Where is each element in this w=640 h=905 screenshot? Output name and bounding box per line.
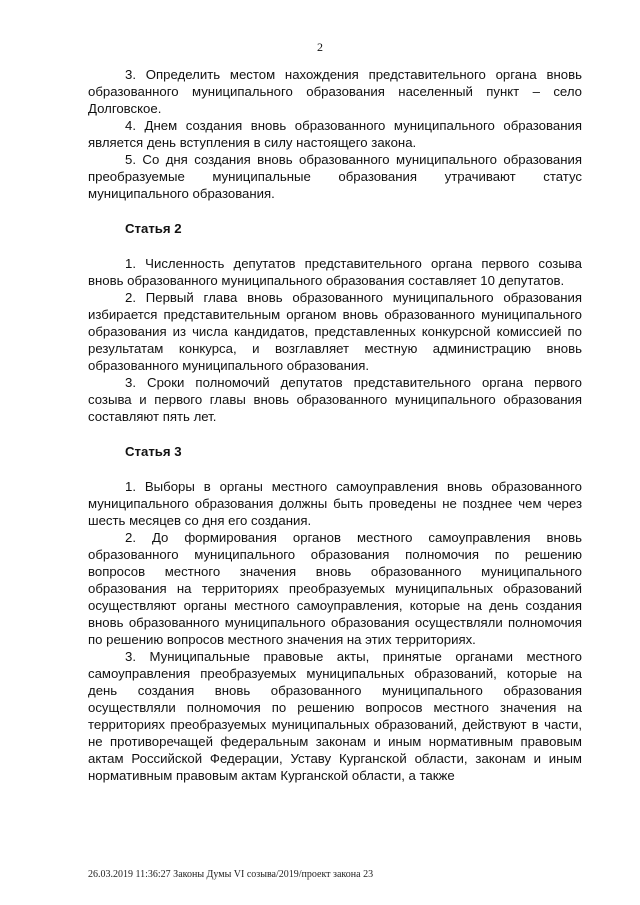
page-number: 2 bbox=[317, 40, 323, 54]
paragraph: 1. Выборы в органы местного самоуправления вновь образованного муниципального образования должны быть проведены не позднее чем через шесть месяцев со дня его создания. bbox=[88, 479, 582, 528]
paragraph: 2. До формирования органов местного самоуправления вновь образованного муниципального образования полномочия по решению вопросов местного значения вновь образованного муниципального образования на территориях преобразуемых муниципальных образований осуществляют органы местного самоуправления, которые на день создания вновь образованного муниципального образования осуществляли полномочия по решению вопросов местного значения на этих территориях. bbox=[88, 530, 582, 647]
paragraph: 4. Днем создания вновь образованного муниципального образования является день вступления в силу настоящего закона. bbox=[88, 118, 582, 150]
document-footer: 26.03.2019 11:36:27 Законы Думы VI созыва/2019/проект закона 23 bbox=[88, 869, 374, 880]
paragraph: 3. Муниципальные правовые акты, принятые органами местного самоуправления преобразуемых муниципальных образований, которые на день создания вновь образованного муниципального образования осуществляли полномочия по решению вопросов местного значения на территориях преобразуемых муниципальных образований, действуют в части, не противоречащей федеральным законам и иным нормативным правовым актам Российской Федерации, Уставу Курганской области, законам и иным нормативным правовым актам Курганской области, а также bbox=[88, 649, 582, 783]
article-heading: Статья 3 bbox=[125, 444, 182, 459]
paragraph: 5. Со дня создания вновь образованного муниципального образования преобразуемые муниципальные образования утрачивают статус муниципального образования. bbox=[88, 152, 582, 201]
paragraph: 3. Сроки полномочий депутатов представительного органа первого созыва и первого главы вновь образованного муниципального образования составляют пять лет. bbox=[88, 375, 582, 424]
article-heading: Статья 2 bbox=[125, 221, 182, 236]
paragraph: 3. Определить местом нахождения представительного органа вновь образованного муниципального образования населенный пункт – село Долговское. bbox=[88, 67, 582, 116]
paragraph: 2. Первый глава вновь образованного муниципального образования избирается представительным органом вновь образованного муниципального образования из числа кандидатов, представленных конкурсной комиссией по результатам конкурса, и возглавляет местную администрацию вновь образованного муниципального образования. bbox=[88, 290, 582, 373]
document-body bbox=[88, 66, 582, 784]
paragraph: 1. Численность депутатов представительного органа первого созыва вновь образованного муниципального образования составляет 10 депутатов. bbox=[88, 256, 582, 288]
